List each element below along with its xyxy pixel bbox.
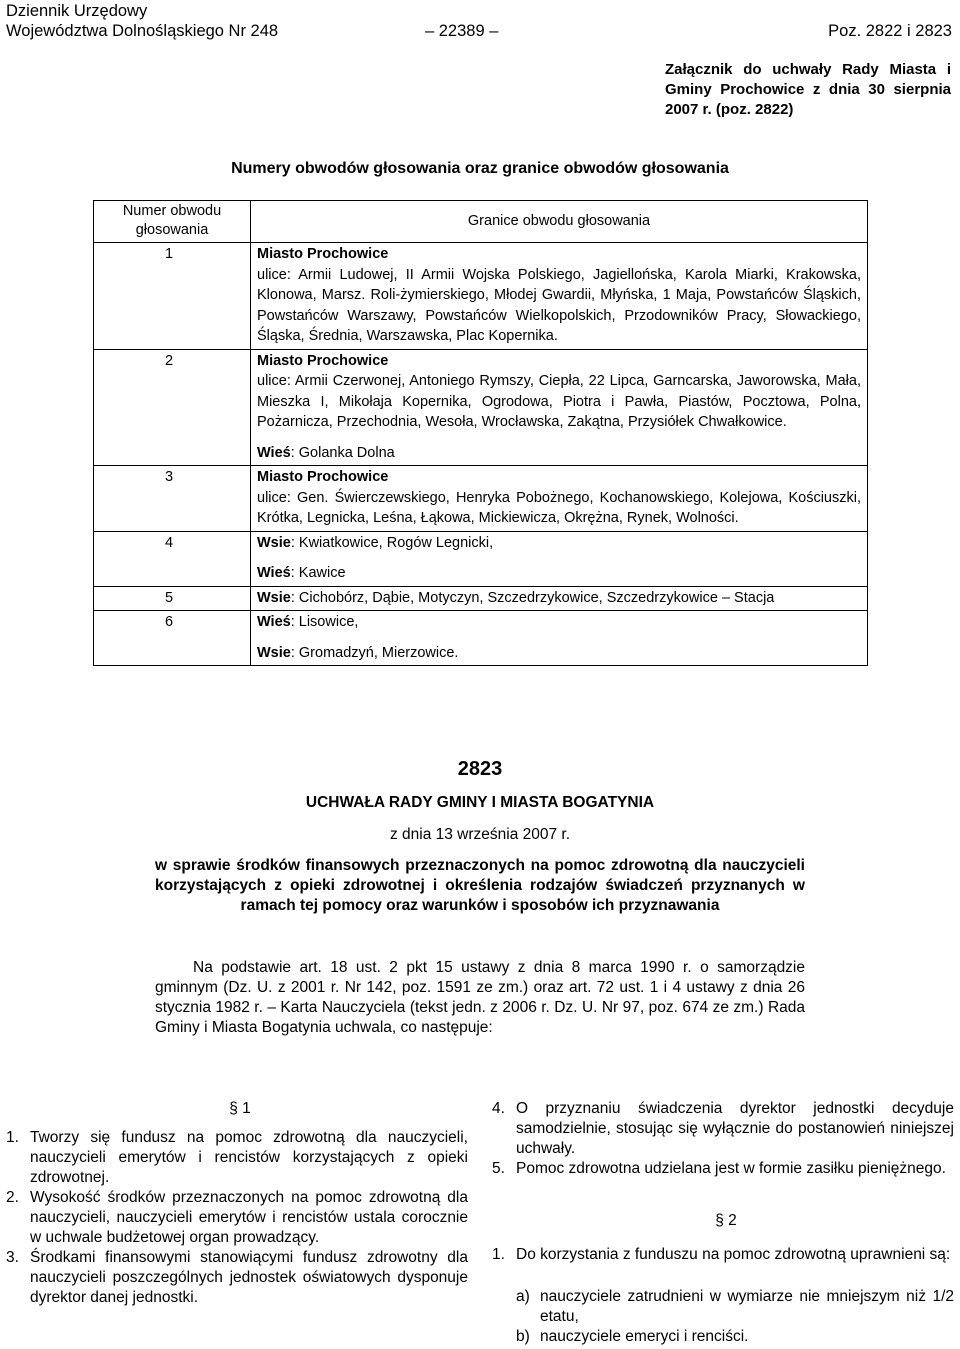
boundary-block — [257, 563, 861, 584]
boundary-text: : Lisowice, — [290, 614, 359, 630]
table-row — [94, 531, 868, 586]
list-item — [516, 1287, 954, 1327]
district-number — [94, 586, 251, 611]
district-number — [94, 466, 251, 532]
item-text: Do korzystania z funduszu na pomoc zdrowotną uprawnieni są: — [516, 1246, 951, 1263]
boundary-type: Miasto Prochowice — [257, 469, 389, 485]
district-boundaries — [251, 611, 868, 666]
resolution-number: 2823 — [457, 758, 503, 780]
boundary-text: : Kawice — [290, 565, 346, 581]
item-text: Pomoc zdrowotna udzielana jest w formie zasiłku pieniężnego. — [516, 1160, 946, 1177]
boundary-type: Wsie — [257, 589, 291, 606]
table-title: Numery obwodów głosowania oraz granice obwodów głosowania — [231, 160, 729, 177]
list-item — [516, 1327, 954, 1347]
boundary-block — [257, 488, 861, 529]
districts-table — [93, 200, 868, 666]
section-2-sublist — [516, 1287, 954, 1347]
item-text: Środkami finansowymi stanowiącymi fundusz zdrowotny dla nauczycieli poszczególnych jednostek oświatowych dysponuje dyrektor danej jednostki. — [30, 1249, 468, 1306]
boundary-block — [257, 351, 861, 372]
boundary-block — [257, 533, 861, 554]
table-row — [94, 349, 868, 466]
item-text: nauczyciele zatrudnieni w wymiarze nie mniejszym niż 1/2 etatu, — [540, 1288, 954, 1325]
district-number-value: 1 — [164, 246, 174, 262]
district-boundaries — [251, 243, 868, 350]
table-row — [94, 611, 868, 666]
district-boundaries — [251, 349, 868, 466]
list-item — [492, 1099, 954, 1159]
district-number-value: 5 — [164, 589, 174, 606]
list-item — [492, 1245, 954, 1265]
item-text: nauczyciele emeryci i renciści. — [540, 1328, 749, 1345]
annex-note: Załącznik do uchwały Rady Miasta i Gminy Prochowice z dnia 30 sierpnia 2007 r. (poz. 2822) — [665, 61, 951, 118]
table-row — [94, 466, 868, 532]
section-1-list — [6, 1128, 468, 1308]
boundary-block — [257, 244, 861, 265]
item-text: Tworzy się fundusz na pomoc zdrowotną dla nauczycieli, nauczycieli emerytów i rencistów korzystających z opieki zdrowotnej. — [30, 1129, 468, 1186]
boundary-type: Wsie — [257, 534, 291, 551]
journal-line-2: Województwa Dolnośląskiego Nr 248 — [6, 22, 279, 40]
list-item — [6, 1128, 468, 1188]
boundary-block — [257, 443, 861, 464]
district-number — [94, 243, 251, 350]
district-number-value: 3 — [164, 469, 174, 485]
item-text: Wysokość środków przeznaczonych na pomoc zdrowotną dla nauczycieli, nauczycieli emerytów i rencistów ustala corocznie w uchwale budżetowej organ prowadzący. — [30, 1189, 468, 1246]
item-number: 1. — [6, 1129, 19, 1146]
boundary-text: ulice: Armii Czerwonej, Antoniego Rymszy, Ciepła, 22 Lipca, Garncarska, Jaworowska, Mała, Mieszka I, Mikołaja Kopernika, Ogrodowa, Piotra i Pawła, Piastów, Pocztowa, Polna, Pożarnicza, Przechodnia, Wesoła, Wrocławska, Zakątna, Przysiółek Chwałkowice. — [257, 373, 861, 430]
boundary-block — [257, 265, 861, 347]
list-item — [6, 1248, 468, 1308]
section-2-heading: § 2 — [715, 1212, 737, 1229]
boundary-block — [257, 467, 861, 488]
col-header-boundaries: Granice obwodu głosowania — [251, 201, 868, 243]
item-number: b) — [516, 1328, 530, 1345]
boundary-type: Wieś — [257, 565, 291, 581]
boundary-text: ulice: Gen. Świerczewskiego, Henryka Pobożnego, Kochanowskiego, Kolejowa, Kościuszki, Krótka, Legnicka, Leśna, Łąkowa, Mickiewicza, Okrężna, Rynek, Wolności. — [257, 489, 861, 526]
boundary-type: Wieś — [257, 444, 291, 461]
boundary-text: ulice: Armii Ludowej, II Armii Wojska Polskiego, Jagiellońska, Karola Miarki, Krakowska, Klonowa, Marsz. Roli-żymierskiego, Młodej Gwardii, Młyńska, 1 Maja, Powstańców Śląskich, Powstańców Warszawy, Powstańców Wielkopolskich, Przodowników Pracy, Słowackiego, Śląska, Średnia, Warszawska, Plac Kopernika. — [257, 266, 861, 344]
boundary-text: : Gromadzyń, Mierzowice. — [290, 644, 459, 661]
item-number: 3. — [6, 1249, 19, 1266]
district-number-value: 6 — [164, 614, 174, 630]
col-header-number: Numer obwodu głosowania — [94, 201, 251, 243]
district-number — [94, 611, 251, 666]
boundary-text: : Golanka Dolna — [290, 444, 395, 461]
page-number: – 22389 – — [425, 22, 499, 40]
district-number-value: 2 — [164, 352, 174, 369]
resolution-basis: Na podstawie art. 18 ust. 2 pkt 15 ustawy z dnia 8 marca 1990 r. o samorządzie gminnym (Dz. U. z 2001 r. Nr 142, poz. 1591 ze zm.) oraz art. 72 ust. 1 i 4 ustawy z dnia 26 stycznia 1982 r. – Karta Nauczyciela (tekst jedn. z 2006 r. Dz. U. Nr 97, poz. 674 ze zm.) Rada Gminy i Miasta Bogatynia uchwala, co następuje: — [155, 959, 805, 1036]
table-row — [94, 586, 868, 611]
item-number: 5. — [492, 1160, 505, 1177]
boundary-text: : Kwiatkowice, Rogów Legnicki, — [290, 534, 494, 551]
list-item — [492, 1159, 954, 1179]
table-row — [94, 243, 868, 350]
item-number: 2. — [6, 1189, 19, 1206]
district-number-value: 4 — [164, 534, 174, 551]
section-2-list — [492, 1245, 954, 1265]
table-body — [94, 243, 868, 666]
boundary-type: Miasto Prochowice — [257, 352, 389, 369]
boundary-type: Miasto Prochowice — [257, 246, 389, 262]
position-label: Poz. 2822 i 2823 — [828, 22, 952, 40]
district-number — [94, 531, 251, 586]
section-1-list-cont — [492, 1099, 954, 1179]
section-1-heading: § 1 — [229, 1100, 251, 1117]
boundary-block — [257, 588, 861, 609]
item-text: O przyznaniu świadczenia dyrektor jednostki decyduje samodzielnie, stosując się wyłącznie do postanowień niniejszej uchwały. — [516, 1100, 954, 1157]
item-number: a) — [516, 1288, 530, 1305]
boundary-block — [257, 612, 861, 633]
table-header-row — [94, 201, 868, 243]
boundary-type: Wieś — [257, 614, 291, 630]
journal-title — [6, 1, 278, 41]
boundary-block — [257, 643, 861, 664]
resolution-title: UCHWAŁA RADY GMINY I MIASTA BOGATYNIA — [305, 794, 655, 811]
journal-line-1: Dziennik Urzędowy — [6, 2, 148, 20]
item-number: 1. — [492, 1246, 505, 1263]
boundary-type: Wsie — [257, 644, 291, 661]
boundary-block — [257, 371, 861, 433]
district-boundaries — [251, 466, 868, 532]
list-item — [6, 1188, 468, 1248]
item-number: 4. — [492, 1100, 505, 1117]
resolution-subject: w sprawie środków finansowych przeznaczonych na pomoc zdrowotną dla nauczycieli korzystających z opieki zdrowotnej i określenia rodzajów świadczeń przyznanych w ramach tej pomocy oraz warunków i sposobów ich przyznawania — [155, 857, 805, 914]
resolution-date: z dnia 13 września 2007 r. — [389, 826, 571, 843]
district-number — [94, 349, 251, 466]
district-boundaries — [251, 586, 868, 611]
district-boundaries — [251, 531, 868, 586]
boundary-text: : Cichobórz, Dąbie, Motyczyn, Szczedrzykowice, Szczedrzykowice – Stacja — [290, 589, 775, 606]
